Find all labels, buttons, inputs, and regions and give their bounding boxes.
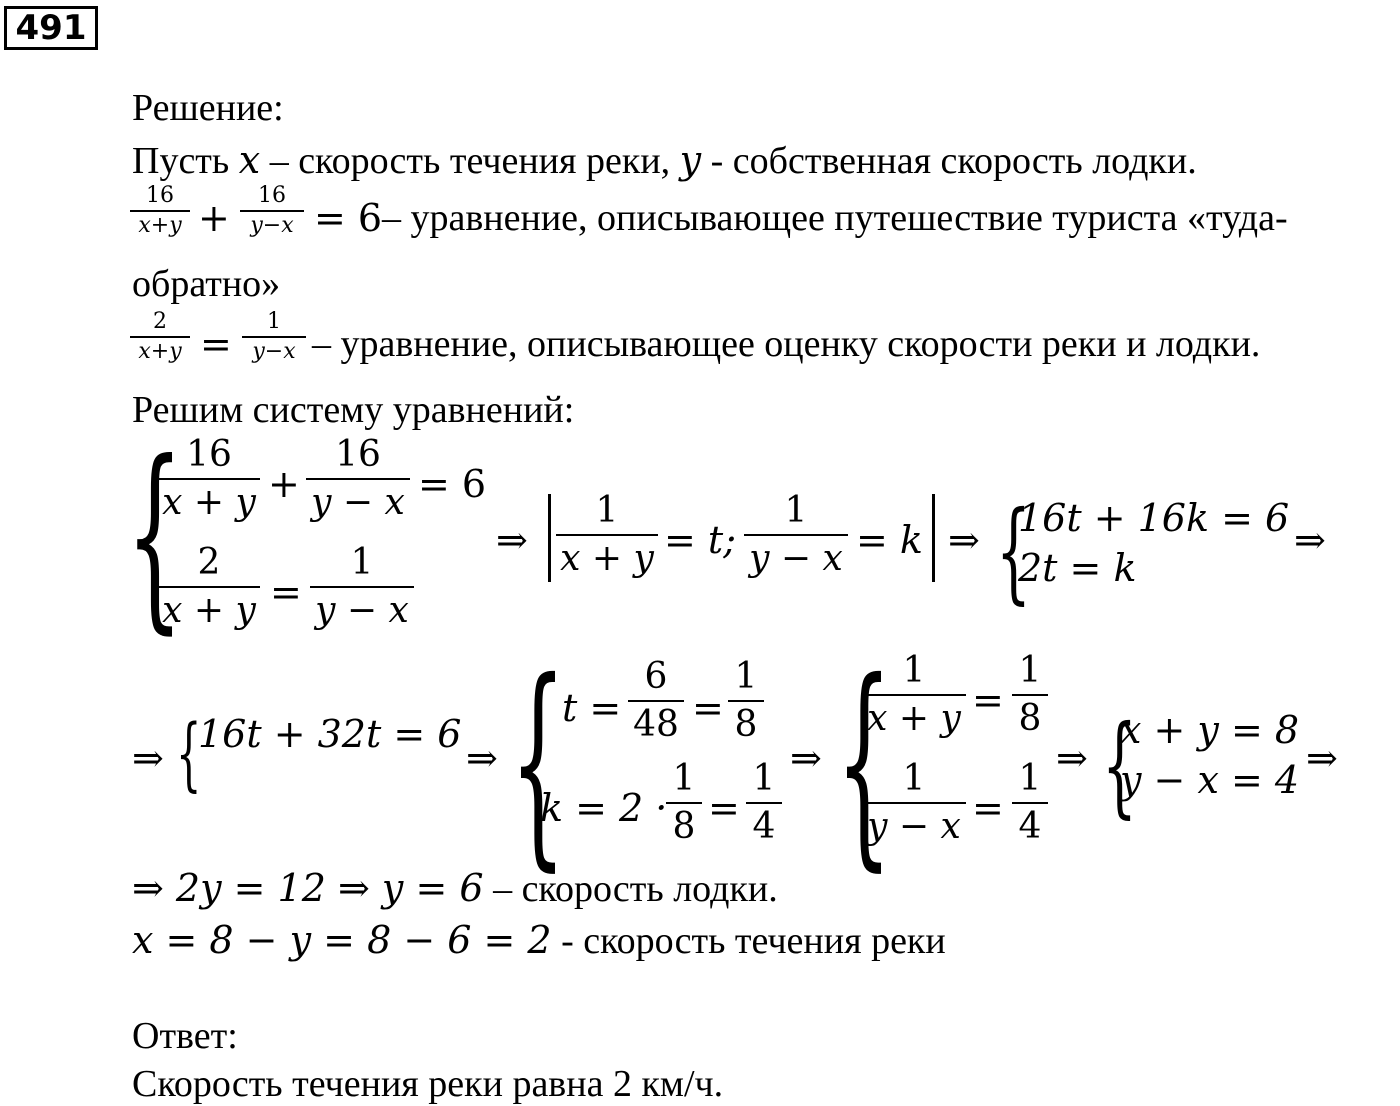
solution-heading: Решение:	[132, 87, 284, 129]
implies-arrow-5: ⇒	[466, 736, 498, 780]
system1-r2-equals: =	[270, 570, 302, 614]
system4-r2-fraction: 1 y − x	[862, 758, 966, 848]
result2-math: x = 8 − y = 8 − 6 = 2	[132, 918, 552, 962]
system3-t-equals: =	[692, 686, 724, 730]
eq2-fraction-1: 2 x+y	[130, 310, 190, 364]
eq1-description-cont: обратно»	[132, 263, 281, 305]
subst-right-bar	[932, 494, 935, 582]
system4-r1-equals: =	[972, 678, 1004, 722]
result-line-1	[132, 866, 778, 911]
eq1-plus: +	[198, 196, 230, 240]
system1-brace: {	[126, 419, 184, 652]
problem-number-badge: 491	[4, 6, 98, 50]
system3-brace: {	[510, 634, 566, 890]
result1-text: – скорость лодки.	[483, 868, 778, 910]
system4-r1-fraction: 1 x + y	[862, 650, 966, 740]
intro-post: - собственная скорость лодки.	[701, 140, 1197, 182]
system5-row-1: x + y = 8	[1120, 708, 1300, 752]
eq1-rhs: = 6	[314, 196, 383, 240]
answer-heading: Ответ:	[132, 1015, 238, 1057]
system3-t-fraction-1: 6 48	[628, 656, 684, 746]
system3-t-lhs: t =	[562, 686, 622, 730]
subst-left-bar	[548, 494, 551, 582]
intro-mid: – скорость течения реки,	[260, 140, 680, 182]
eq1-description: – уравнение, описывающее путешествие туриста «туда-	[382, 197, 1288, 239]
step2-equation: 16t + 32t = 6	[198, 712, 462, 756]
answer-text: Скорость течения реки равна 2 км/ч.	[132, 1063, 724, 1105]
intro-line	[132, 138, 1197, 183]
var-x: x	[238, 138, 261, 182]
eq1-fraction-2: 16 y−x	[240, 184, 304, 238]
implies-arrow-4: ⇒	[132, 736, 164, 780]
system1-r1-rhs: = 6	[418, 462, 487, 506]
system1-r2-fraction-2: 1 y − x	[310, 542, 414, 632]
result1-math: ⇒ 2y = 12 ⇒ y = 6	[132, 866, 484, 910]
implies-arrow-7: ⇒	[1056, 736, 1088, 780]
system3-t-fraction-2: 1 8	[728, 656, 764, 746]
intro-pre: Пусть	[132, 140, 239, 182]
implies-arrow-3: ⇒	[1294, 518, 1326, 562]
system3-k-fraction-1: 1 8	[666, 758, 702, 848]
system5-brace: {	[1102, 701, 1137, 829]
system2-brace: {	[996, 487, 1031, 615]
eq2-description: – уравнение, описывающее оценку скорости реки и лодки.	[312, 323, 1261, 365]
system1-r1-plus: +	[268, 462, 300, 506]
system3-k-lhs: k = 2 ·	[540, 786, 668, 830]
system1-r2-fraction-1: 2 x + y	[158, 542, 260, 632]
system4-r2-equals: =	[972, 786, 1004, 830]
subst-fraction-k: 1 y − x	[744, 490, 848, 580]
system1-r1-fraction-1: 16 x + y	[158, 434, 260, 524]
eq1-fraction-1: 16 x+y	[130, 184, 190, 238]
system4-r2-rhs-fraction: 1 4	[1012, 758, 1048, 848]
step2-brace: {	[176, 707, 202, 800]
system2-row-2: 2t = k	[1018, 546, 1137, 590]
subst-k-rhs: = k	[856, 518, 923, 562]
implies-arrow-6: ⇒	[790, 736, 822, 780]
implies-arrow-8: ⇒	[1306, 736, 1338, 780]
system3-k-equals: =	[708, 786, 740, 830]
implies-arrow-2: ⇒	[948, 518, 980, 562]
subst-t-rhs: = t;	[664, 518, 736, 562]
result-line-2	[132, 918, 946, 963]
solve-system-line: Решим систему уравнений:	[132, 389, 575, 431]
eq2-equals: =	[200, 322, 232, 366]
system5-row-2: y − x = 4	[1120, 758, 1300, 802]
eq2-fraction-2: 1 y−x	[242, 310, 306, 364]
subst-fraction-t: 1 x + y	[556, 490, 658, 580]
system1-r1-fraction-2: 16 y − x	[306, 434, 410, 524]
result2-text: - скорость течения реки	[551, 920, 946, 962]
system3-k-fraction-2: 1 4	[746, 758, 782, 848]
var-y: y	[679, 138, 702, 182]
system4-brace: {	[836, 634, 892, 890]
system2-row-1: 16t + 16k = 6	[1018, 496, 1290, 540]
implies-arrow-1: ⇒	[496, 518, 528, 562]
system4-r1-rhs-fraction: 1 8	[1012, 650, 1048, 740]
